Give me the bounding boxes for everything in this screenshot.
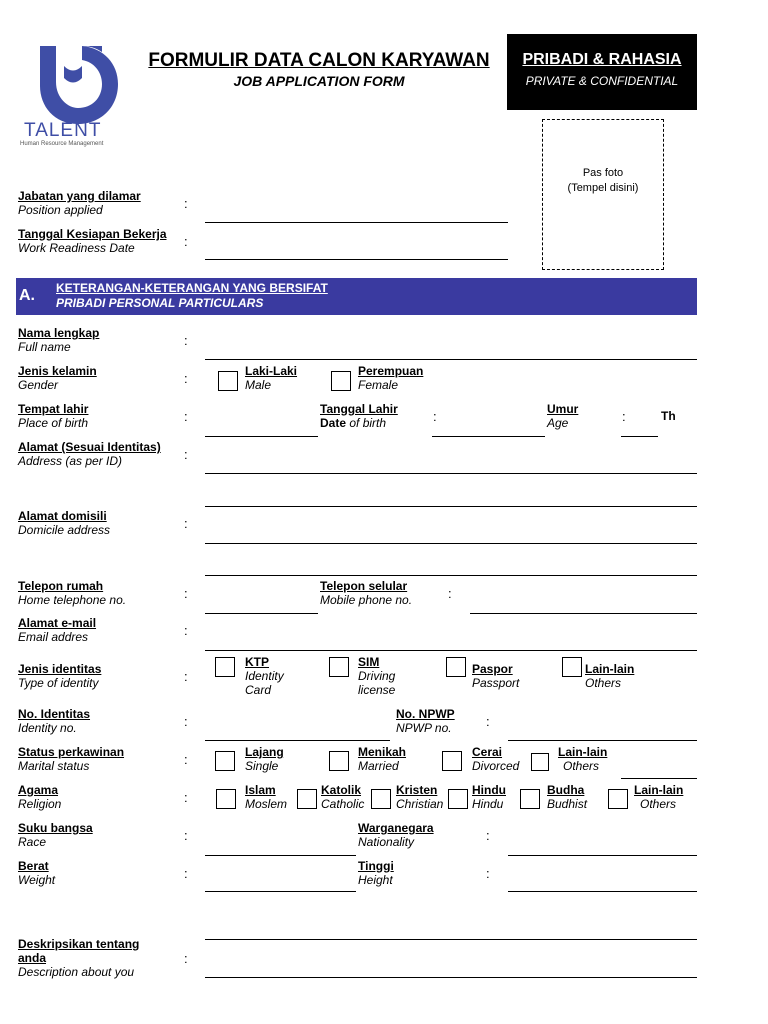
confidential-title: PRIBADI & RAHASIA bbox=[522, 51, 682, 68]
email-field[interactable] bbox=[205, 650, 697, 651]
email-label: Alamat e-mail Email addres bbox=[18, 616, 97, 644]
identity-ktp-checkbox[interactable] bbox=[215, 657, 235, 677]
colon: : bbox=[184, 371, 188, 386]
religion-catholic-option: Katolik Catholic bbox=[321, 783, 365, 811]
colon: : bbox=[184, 828, 188, 843]
identity-no-field[interactable] bbox=[205, 740, 390, 741]
marital-married-checkbox[interactable] bbox=[329, 751, 349, 771]
domicile-field-line-1[interactable] bbox=[205, 543, 697, 544]
colon: : bbox=[184, 234, 188, 249]
age-unit: Th bbox=[661, 409, 676, 423]
position-applied-field[interactable] bbox=[205, 222, 508, 223]
colon: : bbox=[184, 586, 188, 601]
colon: : bbox=[184, 866, 188, 881]
photo-label: Pas foto bbox=[582, 167, 624, 179]
gender-label: Jenis kelamin Gender bbox=[18, 364, 97, 392]
colon: : bbox=[448, 586, 452, 601]
work-readiness-field[interactable] bbox=[205, 259, 508, 260]
identity-ktp-option: KTP Identity Card bbox=[245, 655, 284, 697]
colon: : bbox=[486, 828, 490, 843]
birth-date-label: Tanggal Lahir Date of birth bbox=[320, 402, 398, 430]
identity-sim-option: SIM Driving license bbox=[358, 655, 396, 697]
section-a-subtitle: PRIBADI PERSONAL PARTICULARS bbox=[56, 296, 264, 310]
form-title: FORMULIR DATA CALON KARYAWAN bbox=[148, 50, 490, 71]
gender-female-checkbox[interactable] bbox=[331, 371, 351, 391]
marital-others-field[interactable] bbox=[621, 778, 697, 779]
mobile-phone-label: Telepon selular Mobile phone no. bbox=[320, 579, 413, 607]
description-field-line-1[interactable] bbox=[205, 939, 697, 940]
logo-tagline: Human Resource Management bbox=[20, 141, 104, 147]
home-phone-label: Telepon rumah Home telephone no. bbox=[18, 579, 127, 607]
address-field-line-2[interactable] bbox=[205, 506, 697, 507]
colon: : bbox=[184, 333, 188, 348]
section-a-title: KETERANGAN-KETERANGAN YANG BERSIFAT bbox=[56, 281, 328, 295]
description-label: Deskripsikan tentang anda Description about you bbox=[18, 937, 140, 979]
identity-passport-option: Paspor Passport bbox=[472, 662, 520, 690]
description-field-line-2[interactable] bbox=[205, 977, 697, 978]
marital-single-option: Lajang Single bbox=[245, 745, 284, 773]
colon: : bbox=[433, 409, 437, 424]
full-name-field[interactable] bbox=[205, 359, 697, 360]
marital-single-checkbox[interactable] bbox=[215, 751, 235, 771]
marital-others-checkbox[interactable] bbox=[531, 753, 549, 771]
identity-others-option: Lain-lain Others bbox=[585, 662, 635, 690]
colon: : bbox=[184, 447, 188, 462]
religion-islam-option: Islam Moslem bbox=[245, 783, 288, 811]
birth-place-field[interactable] bbox=[205, 436, 318, 437]
colon: : bbox=[184, 951, 188, 966]
marital-others-option: Lain-lain Others bbox=[558, 745, 608, 773]
marital-married-option: Menikah Married bbox=[358, 745, 407, 773]
colon: : bbox=[184, 714, 188, 729]
identity-passport-checkbox[interactable] bbox=[446, 657, 466, 677]
colon: : bbox=[184, 752, 188, 767]
colon: : bbox=[486, 714, 490, 729]
religion-others-checkbox[interactable] bbox=[608, 789, 628, 809]
colon: : bbox=[184, 623, 188, 638]
identity-others-checkbox[interactable] bbox=[562, 657, 582, 677]
colon: : bbox=[184, 790, 188, 805]
company-logo bbox=[18, 42, 130, 152]
gender-female-option: Perempuan Female bbox=[358, 364, 424, 392]
colon: : bbox=[184, 516, 188, 531]
religion-catholic-checkbox[interactable] bbox=[297, 789, 317, 809]
religion-islam-checkbox[interactable] bbox=[216, 789, 236, 809]
religion-label: Agama Religion bbox=[18, 783, 62, 811]
nationality-label: Warganegara Nationality bbox=[358, 821, 434, 849]
npwp-field[interactable] bbox=[508, 740, 697, 741]
colon: : bbox=[184, 669, 188, 684]
confidential-subtitle: PRIVATE & CONFIDENTIAL bbox=[525, 74, 679, 88]
photo-box[interactable] bbox=[542, 119, 664, 270]
colon: : bbox=[184, 409, 188, 424]
domicile-field-line-2[interactable] bbox=[205, 575, 697, 576]
section-a-banner bbox=[16, 278, 697, 315]
logo-name: TALENT bbox=[24, 120, 102, 141]
weight-field[interactable] bbox=[205, 891, 356, 892]
race-label: Suku bangsa Race bbox=[18, 821, 93, 849]
nationality-field[interactable] bbox=[508, 855, 697, 856]
religion-christian-option: Kristen Christian bbox=[396, 783, 444, 811]
height-field[interactable] bbox=[508, 891, 697, 892]
gender-male-checkbox[interactable] bbox=[218, 371, 238, 391]
photo-instruction: (Tempel disini) bbox=[567, 182, 639, 194]
address-label: Alamat (Sesuai Identitas) Address (as per ID) bbox=[18, 440, 161, 468]
home-phone-field[interactable] bbox=[205, 613, 318, 614]
mobile-phone-field[interactable] bbox=[470, 613, 697, 614]
religion-budhist-checkbox[interactable] bbox=[520, 789, 540, 809]
religion-christian-checkbox[interactable] bbox=[371, 789, 391, 809]
colon: : bbox=[486, 866, 490, 881]
birth-date-field[interactable] bbox=[432, 436, 545, 437]
religion-others-option: Lain-lain Others bbox=[634, 783, 684, 811]
religion-hindu-option: Hindu Hindu bbox=[472, 783, 506, 811]
marital-divorced-checkbox[interactable] bbox=[442, 751, 462, 771]
weight-label: Berat Weight bbox=[18, 859, 56, 887]
section-a-letter: A. bbox=[19, 287, 35, 304]
colon: : bbox=[622, 409, 626, 424]
gender-male-option: Laki-Laki Male bbox=[245, 364, 298, 392]
work-readiness-label: Tanggal Kesiapan Bekerja Work Readiness Date bbox=[18, 227, 167, 255]
marital-status-label: Status perkawinan Marital status bbox=[18, 745, 125, 773]
confidential-badge bbox=[507, 34, 697, 110]
marital-divorced-option: Cerai Divorced bbox=[472, 745, 520, 773]
identity-sim-checkbox[interactable] bbox=[329, 657, 349, 677]
identity-no-label: No. Identitas Identity no. bbox=[18, 707, 91, 735]
domicile-label: Alamat domisili Domicile address bbox=[18, 509, 111, 537]
religion-budhist-option: Budha Budhist bbox=[547, 783, 588, 811]
age-field[interactable] bbox=[621, 436, 658, 437]
npwp-label: No. NPWP NPWP no. bbox=[396, 707, 455, 735]
birth-place-label: Tempat lahir Place of birth bbox=[18, 402, 89, 430]
colon: : bbox=[184, 196, 188, 211]
age-label: Umur Age bbox=[547, 402, 579, 430]
form-subtitle: JOB APPLICATION FORM bbox=[233, 73, 405, 89]
race-field[interactable] bbox=[205, 855, 356, 856]
talent-logo-mark bbox=[18, 42, 130, 132]
height-label: Tinggi Height bbox=[358, 859, 394, 887]
identity-type-label: Jenis identitas Type of identity bbox=[18, 662, 102, 690]
position-applied-label: Jabatan yang dilamar Position applied bbox=[18, 189, 141, 217]
address-field-line-1[interactable] bbox=[205, 473, 697, 474]
full-name-label: Nama lengkap Full name bbox=[18, 326, 100, 354]
religion-hindu-checkbox[interactable] bbox=[448, 789, 468, 809]
